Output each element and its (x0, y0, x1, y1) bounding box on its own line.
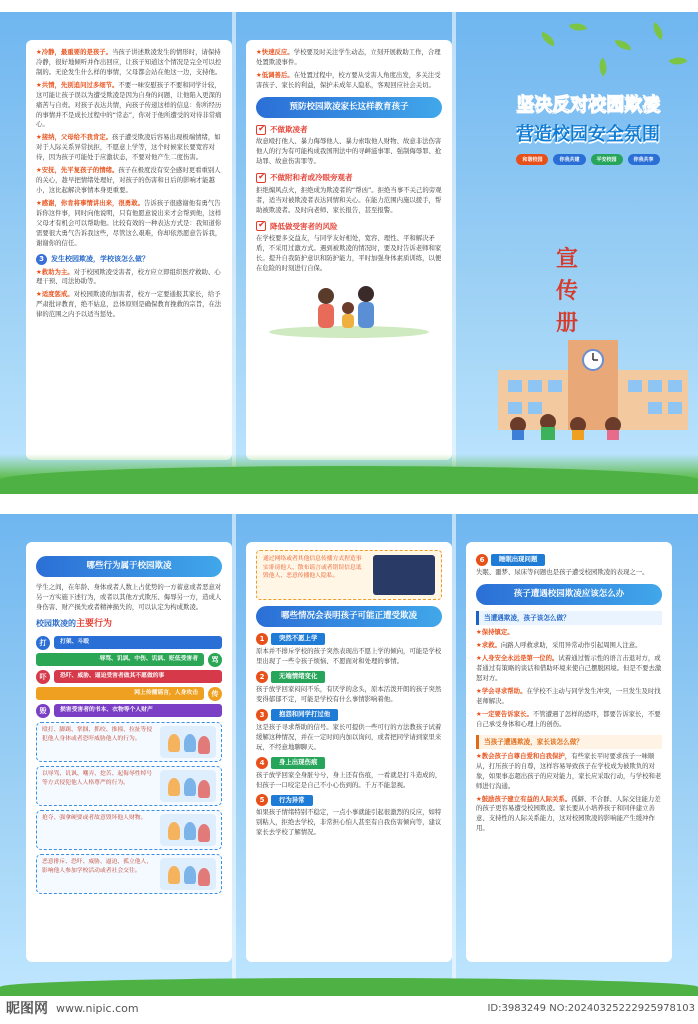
warning-sign-body: 失眠、噩梦、尿床等问题也是孩子遭受校园欺凌的表现之一。 (476, 568, 649, 576)
text-paragraph (36, 268, 222, 288)
family-illustration (256, 280, 442, 338)
text-paragraph (476, 710, 662, 730)
behavior-bar: 网上传播谣言，人身攻击 (36, 687, 204, 700)
watermark-logo: 昵图网 (6, 1001, 48, 1017)
children-illustration (160, 770, 216, 802)
behavior-illustration (36, 722, 222, 762)
bullying-behaviors-panel (26, 542, 232, 962)
fold-line (232, 12, 236, 494)
warning-sign-header (256, 794, 442, 806)
paragraph-head: 教会孩子自尊自爱和自我保护， (481, 751, 572, 760)
watermark-left (6, 998, 256, 1018)
warning-sign-label: 行为异常 (271, 795, 313, 807)
star-icon: ★ (36, 267, 42, 276)
section-banner: 孩子遭遇校园欺凌应该怎么办 (476, 584, 662, 605)
number-badge: 2 (256, 671, 268, 683)
star-icon: ★ (256, 70, 262, 79)
paragraph-body: 当孩子讲述欺凌发生的情形时，请保持冷静，很好地倾听并作出回应，让孩子知道这个情况是完全可以控制的。无论发生什么样的事情，父母都会站在他这一边，支持他。 (36, 48, 222, 76)
behavior-row (36, 704, 222, 718)
paragraph-head: 快速反应。 (261, 48, 294, 56)
star-icon: ★ (36, 198, 42, 207)
star-icon: ★ (476, 794, 482, 803)
cover-tag: 平安校园 (591, 154, 623, 165)
school-building-illustration (488, 330, 698, 440)
paragraph-body: 孩子遭受欺凌后容易出现极端情绪，如对于人际关系异常抗拒，不愿意上学等，这个时候家长要宽容对待，因为孩子可能处于应激状态，不要对他产生二度伤害。 (36, 133, 221, 162)
cover-tag: 和谐校园 (516, 154, 548, 165)
phone-illustration (373, 555, 435, 595)
paragraph-head: 共情，先别追问过多细节。 (41, 80, 119, 89)
cover-title-line2: 营造校园安全氛围 (516, 124, 660, 145)
children-illustration (160, 814, 216, 846)
warning-sign-body: 孩子放学回家全身脏兮兮，身上还有伤痕，一看就是打斗造成的，但孩子一口咬定是自己不小心伤到的。千万不能忽视。 (256, 770, 442, 789)
paragraph-body: 试着通过暂示性的语言击退对方，或者通过有策略的谈话和借助环境来使自己摆脱困境。但是不要去激怒对方。 (476, 654, 662, 682)
prevention-panel (246, 40, 452, 460)
behavior-illustration (36, 810, 222, 850)
section-banner: 哪些行为属于校园欺凌 (36, 556, 222, 577)
main-behaviors-title (36, 618, 222, 632)
children-illustration (160, 726, 216, 758)
section-title-text: 不做欺凌者 (270, 124, 308, 134)
cyber-bullying-box (256, 550, 442, 600)
paragraph-body: 孤僻、不合群、人际交往能力差的孩子更容易遭受校园欺凌。家长要从小培养孩子和同伴建立善意、支持性的人际关系能力，这对校园欺凌的影响能产生缓冲作用。 (476, 794, 661, 833)
parents-response-panel (26, 40, 232, 460)
warning-sign-label: 身上出现伤痕 (271, 757, 325, 769)
children-illustration (160, 858, 216, 890)
behavior-char-icon: 打 (36, 636, 50, 650)
paragraph-head: 救助为主。 (41, 267, 74, 276)
warning-sign-label: 抱怨和同学打过他 (271, 709, 338, 721)
warning-sign-label: 睡眠出现问题 (491, 554, 545, 566)
illustration-caption: 恶意排斥、恐吓、威胁、逼迫、孤立他人，影响他人参加学校活动或者社会交往。 (42, 858, 153, 874)
warning-sign-header (256, 671, 442, 683)
cover-tags (478, 154, 698, 165)
leaf-icon (615, 40, 631, 50)
star-icon: ★ (476, 641, 482, 650)
section-banner: 预防校园欺凌家长这样教育孩子 (256, 97, 442, 118)
text-paragraph (476, 654, 662, 684)
section-title-text: 不做附和者或冷眼旁观者 (270, 173, 353, 183)
behavior-row (36, 687, 222, 701)
fold-line (452, 514, 456, 996)
star-icon: ★ (36, 133, 42, 142)
warning-sign-body: 这是孩子寻求帮助的信号。家长可提供一些可行的方法教孩子试着缓解这种情况，并在一定时间内加以询问，或者把同学请到家里来玩，不经意地聊聊天。 (256, 722, 442, 751)
star-icon: ★ (36, 290, 42, 299)
leaf-icon (595, 58, 612, 77)
text-paragraph (36, 48, 222, 78)
paragraph-head: 保持镇定。 (481, 628, 514, 637)
question-bar: 当遭遇欺凌，孩子该怎么做？ (476, 611, 662, 625)
text-paragraph (36, 199, 222, 249)
warning-sign-body: 原本并不排斥学校的孩子突然表现出不愿上学的倾向，可能是学校里出现了一些令孩子烦恼、不愿面对和处理的事情。 (256, 647, 442, 666)
paragraph-head: 冷静，最重要的是孩子。 (41, 48, 113, 56)
number-badge: 6 (476, 554, 488, 566)
cover-char: 册 (555, 309, 578, 336)
checkbox-icon (256, 125, 266, 135)
fold-line (452, 12, 456, 494)
leaf-icon (539, 32, 557, 47)
warning-sign-header (476, 554, 662, 566)
behavior-bar: 打架、斗殴 (54, 636, 222, 649)
paragraph-head: 一定要告诉家长。 (481, 709, 533, 718)
section-banner: 哪些情况会表明孩子可能正遭受欺凌 (256, 606, 442, 627)
number-badge: 5 (256, 794, 268, 806)
paragraph-body: 对校园欺凌的加害者，校方一定要通报其家长，给予严肃批评教育，绝不姑息，总体原则是确保教育挽救的宗旨，在法律的范围之内予以适当惩处。 (36, 290, 222, 319)
warning-sign-body: 孩子放学回家闷闷不乐，有厌学的念头，原本活泼开朗的孩子突然变得郁郁不定，可能是学校有什么事情影响着他。 (256, 685, 442, 703)
cover-title-block (478, 90, 698, 165)
behavior-bar: 辱骂、讥讽、中伤、讥讽、贬低受害者 (36, 653, 204, 666)
paragraph-head: 求救。 (481, 641, 501, 650)
paragraph-body: 在处置过程中，校方要从受害人角度出发，多关注受害孩子、家长的利益，保护未成年人隐私，客观回应社会关切。 (256, 70, 441, 89)
text-paragraph (256, 71, 442, 91)
number-badge: 4 (256, 757, 268, 769)
paragraph-body: 告诉孩子很感谢他有勇气告诉你这件事，同时向他说明，只有他愿意说出来才会帮到他，这样父母才有机会可以帮助他。比较有效的一种表达方式是：我知道你需要很大勇气告诉我这些，尽管这么艰难，你却依然愿意告诉我，谢谢你的信任。 (36, 198, 222, 247)
behavior-illustration (36, 766, 222, 806)
warning-sign-body: 如果孩子情绪特别不稳定，一点小事就能引起很激烈的反应，如特别粘人，拒绝去学校，非常担心怕人甚至有自我伤害倾向等，建议家长去学校了解情况。 (256, 808, 442, 837)
watermark-id: ID:3983249 NO:20240325222925978103 (487, 1002, 695, 1014)
star-icon: ★ (36, 80, 42, 89)
behavior-char-icon: 骂 (208, 653, 222, 667)
leaf-icon (649, 22, 668, 40)
behavior-row (36, 636, 222, 650)
number-badge: 3 (36, 254, 47, 265)
section-title (256, 221, 442, 233)
paragraph-head: 人身安全永远是第一位的。 (481, 654, 559, 663)
paragraph-head: 低调善后。 (261, 70, 294, 79)
behavior-char-icon: 传 (208, 687, 222, 701)
checkbox-icon (256, 173, 266, 183)
star-icon: ★ (36, 166, 42, 175)
paragraph-head: 接纳，父母给不我肯定。 (41, 133, 113, 142)
star-icon: ★ (476, 709, 482, 718)
what-to-do-panel (466, 542, 672, 962)
behavior-char-icon: 毁 (36, 704, 50, 718)
behavior-char-icon: 吓 (36, 670, 50, 684)
grass-decoration (0, 466, 698, 494)
behavior-bar: 恐吓、威胁、逼迫受害者做其不愿做的事 (54, 670, 222, 683)
paragraph-body: 孩子在极度没有安全感时更看重别人的关心，趁早把情绪处理好，对孩子的伤害和日后的影响才能越小，这比起解决事情本身更重要。 (36, 166, 221, 194)
cover-tag: 你我共建 (553, 154, 585, 165)
paragraph-body: 向路人呼救求助，采用异常动作引起周围人注意。 (500, 641, 642, 650)
paragraph-head: 学会寻求帮助。 (481, 686, 527, 695)
cover-title-line1: 坚决反对校园欺凌 (516, 94, 660, 115)
warning-sign-label: 突然不愿上学 (271, 633, 325, 645)
question-bar: 当孩子遭遇欺凌，家长该怎么做？ (476, 735, 662, 749)
star-icon: ★ (476, 686, 482, 695)
title-part: 校园欺凌的 (36, 618, 76, 628)
star-icon: ★ (476, 628, 482, 637)
title-part: 主要行为 (76, 618, 113, 629)
question-label: 发生校园欺凌，学校该怎么做？ (51, 254, 149, 263)
illustration-caption: 以辱骂、讥讽、嘲弄、挖苦、起侮辱性绰号等方式侵犯他人人格尊严的行为。 (42, 770, 153, 786)
cover-xuanchuance (547, 244, 587, 340)
behavior-illustration (36, 854, 222, 894)
leaf-icon (569, 20, 587, 35)
section-body: 拒绝煽风点火，拒绝成为欺凌者的“帮凶”。拒绝当事不关己的旁观者，适当对被欺凌者表达同情和关心。在能力范围内施以援手，帮助被欺凌者。及时向老师、家长报告，甚至报警。 (256, 185, 442, 214)
section-body: 故意殴打他人、暴力侮辱他人、暴力索取他人财物、故意非法伤害他人的行为有可能构成我国刑法中的寻衅滋事罪、强制侮辱罪、抢劫罪、故意伤害罪等。 (256, 137, 442, 166)
paragraph-body: 对于校园欺凌受害者，校方应立即组织医疗救助、心理干预、司法协助等。 (36, 267, 221, 286)
text-paragraph (476, 752, 662, 792)
leaf-icon (669, 53, 688, 70)
behavior-bar: 损害受害者的书本、衣物等个人财产 (54, 704, 222, 717)
paragraph-body: 学校要及时关注学生动态，立刻开展救助工作，合理处置欺凌事件。 (256, 48, 441, 66)
text-paragraph (476, 628, 662, 638)
warning-sign-label: 无端情绪变化 (271, 671, 325, 683)
star-icon: ★ (476, 654, 482, 663)
illustration-caption: 殴打、脚踢、掌掴、抓咬、推撞、拉扯等侵犯他人身体或者恐吓威胁他人的行为。 (42, 726, 153, 742)
paragraph-body: 在学校不主动与同学发生冲突，一旦发生及时找老师解决。 (476, 686, 661, 705)
star-icon: ★ (256, 48, 262, 56)
illustration-caption: 抢夺、强拿硬要或者故意毁坏他人财物。 (42, 814, 147, 821)
section-title (256, 124, 442, 136)
star-icon: ★ (476, 751, 482, 760)
cover-tag: 你我共享 (628, 154, 660, 165)
paragraph-head: 适度惩戒。 (41, 290, 74, 299)
section-body: 在学校要多交益友，与同学友好相处，宽容、理性、平和解决矛盾，不采用过激方式。遇到被欺凌的情况时，要及时告诉老师和家长。提升自我防护意识和防护能力，平时加强身体素质训练，以便在危险的时刻进行自保。 (256, 234, 442, 273)
warning-sign-header (256, 633, 442, 645)
definition-paragraph: 学生之间，在年龄、身体或者人数上占优势的一方蓄意或者恶意对另一方实施下述行为，或者以其他方式欺压、侮辱另一方，造成人身伤害、财产损失或者精神损失的，可以认定为构成欺凌。 (36, 583, 222, 612)
question-header (36, 254, 222, 265)
text-paragraph (476, 641, 662, 651)
paragraph-head: 感谢，你肯将事情讲出来，很勇敢。 (41, 198, 144, 207)
warning-sign-header (256, 709, 442, 721)
paragraph-head: 鼓励孩子建立有益的人际关系。 (481, 794, 572, 803)
text-paragraph (476, 687, 662, 707)
section-title (256, 172, 442, 184)
grass-decoration (0, 978, 698, 996)
text-paragraph (36, 290, 222, 320)
warning-sign-header (256, 757, 442, 769)
paragraph-body: 有些家长平时要求孩子一味顺从，打压孩子的自尊，这样容易导致孩子在学校成为被欺负的对象，如果事态超出孩子的应对能力，家长应采取行动，与学校和老师进行沟通。 (476, 751, 662, 790)
paragraph-head: 安抚，先平复孩子的情绪。 (41, 166, 119, 175)
watermark-site: www.nipic.com (56, 1001, 139, 1015)
text-paragraph (256, 48, 442, 68)
cover-char: 宣 (555, 246, 578, 272)
paragraph-body: 不要一味安慰孩子不要和同学计较，这可能让孩子误以为遭受欺凌是因为自身的问题，让他陷入更深的痛苦与自责。对孩子表达共情，向孩子传递这样的信息：你所经历的事情并不是成长过程中的“常态”，你对于他所遭受的对待非常痛心。 (36, 80, 222, 129)
warning-signs-panel (246, 542, 452, 962)
brochure-front (0, 12, 698, 494)
text-paragraph (36, 133, 222, 163)
text-paragraph (36, 166, 222, 196)
cyber-bullying-text: 通过网络或者其他信息传播方式捏造事实诽谤他人、散布谣言或者错误信息诋毁他人、恶意传播他人隐私。 (263, 556, 362, 580)
number-badge: 3 (256, 709, 268, 721)
paragraph-body: 不管遭遇了怎样的恐吓，都要告诉家长，不要自己承受身体和心理上的创伤。 (476, 709, 661, 728)
checkbox-icon (256, 221, 266, 231)
text-paragraph (476, 795, 662, 835)
cover-char: 传 (555, 277, 578, 304)
behavior-row (36, 653, 222, 667)
star-icon: ★ (36, 48, 42, 56)
brochure-back (0, 514, 698, 996)
fold-line (232, 514, 236, 996)
section-title-text: 降低做受害者的风险 (270, 221, 338, 231)
behavior-row (36, 670, 222, 684)
text-paragraph (36, 81, 222, 131)
number-badge: 1 (256, 633, 268, 645)
